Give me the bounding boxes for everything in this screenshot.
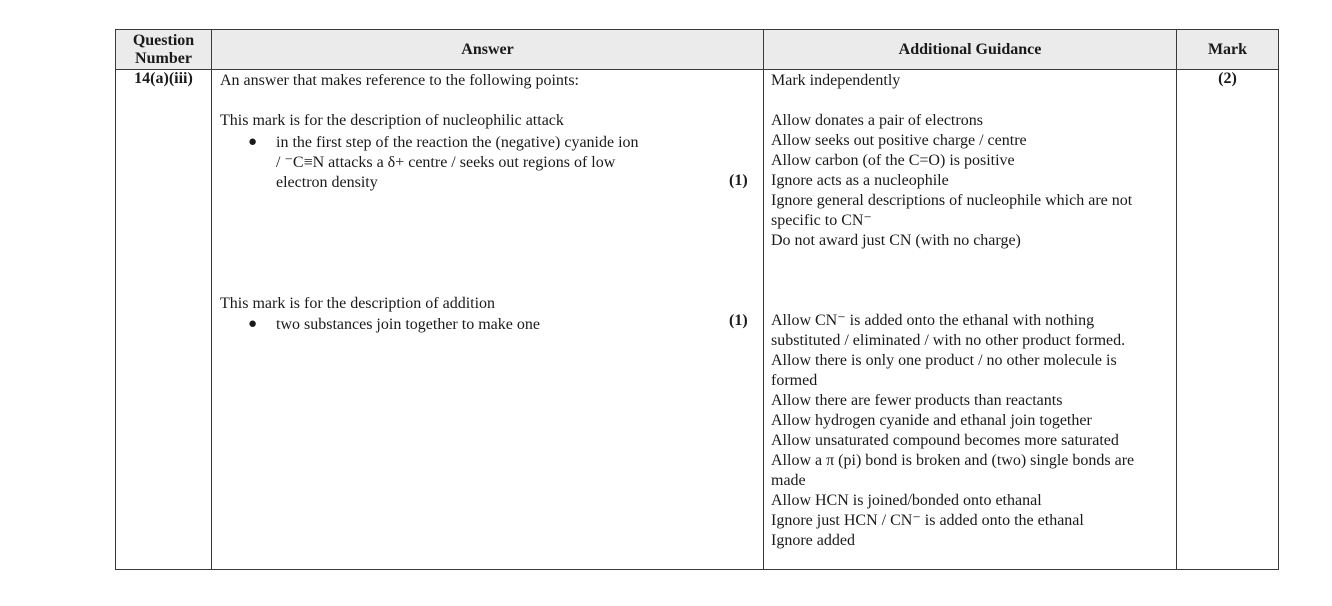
guidance-line: Do not award just CN (with no charge) xyxy=(771,232,1021,249)
guidance-line: Ignore just HCN / CN⁻ is added onto the ethanal xyxy=(771,512,1084,529)
point2-heading: This mark is for the description of addition xyxy=(220,295,496,312)
guidance-line: formed xyxy=(771,372,818,389)
guidance-line: Allow carbon (of the C=O) is positive xyxy=(771,152,1015,169)
guidance-line: Allow HCN is joined/bonded onto ethanal xyxy=(771,492,1042,509)
bullet-icon: ● xyxy=(248,316,258,332)
guidance-line: specific to CN⁻ xyxy=(771,212,872,229)
guidance-line: Ignore added xyxy=(771,532,855,549)
guidance-line: Ignore acts as a nucleophile xyxy=(771,172,949,189)
point1-heading: This mark is for the description of nucleophilic attack xyxy=(220,112,564,129)
guidance-line: Allow hydrogen cyanide and ethanal join together xyxy=(771,412,1092,429)
point1-line-2: / ⁻C≡N attacks a δ+ centre / seeks out regions of low xyxy=(276,154,616,171)
guidance-line: Ignore general descriptions of nucleophile which are not xyxy=(771,192,1133,209)
guidance-line: made xyxy=(771,472,806,489)
answer-intro: An answer that makes reference to the following points: xyxy=(220,72,579,89)
point2-mark: (1) xyxy=(729,312,748,329)
guidance-line: substituted / eliminated / with no other product formed. xyxy=(771,332,1126,349)
mark-scheme-table xyxy=(115,29,1279,570)
guidance-line: Allow seeks out positive charge / centre xyxy=(771,132,1027,149)
question-number-cell: 14(a)(iii) xyxy=(116,70,212,570)
header-additional-guidance: Additional Guidance xyxy=(764,30,1177,70)
guidance-line: Allow a π (pi) bond is broken and (two) single bonds are xyxy=(771,452,1135,469)
guidance-line: Allow unsaturated compound becomes more saturated xyxy=(771,432,1119,449)
answer-cell xyxy=(212,70,764,570)
guidance-cell xyxy=(764,70,1177,570)
table-row xyxy=(116,70,1279,570)
header-mark: Mark xyxy=(1177,30,1279,70)
point1-mark: (1) xyxy=(729,172,748,189)
guidance-line: Allow donates a pair of electrons xyxy=(771,112,983,129)
header-answer: Answer xyxy=(212,30,764,70)
guidance-line: Allow there are fewer products than reactants xyxy=(771,392,1063,409)
guidance-first: Mark independently xyxy=(771,72,901,89)
guidance-line: Allow there is only one product / no other molecule is xyxy=(771,352,1117,369)
header-row xyxy=(116,30,1279,70)
guidance-line: Allow CN⁻ is added onto the ethanal with nothing xyxy=(771,312,1095,329)
point1-line-1: in the first step of the reaction the (negative) cyanide ion xyxy=(276,134,639,151)
bullet-icon: ● xyxy=(248,134,258,150)
point1-line-3: electron density xyxy=(276,174,378,191)
point2-line-1: two substances join together to make one xyxy=(276,316,540,333)
header-question-number: Question Number xyxy=(116,30,212,70)
total-mark-cell: (2) xyxy=(1177,70,1279,570)
